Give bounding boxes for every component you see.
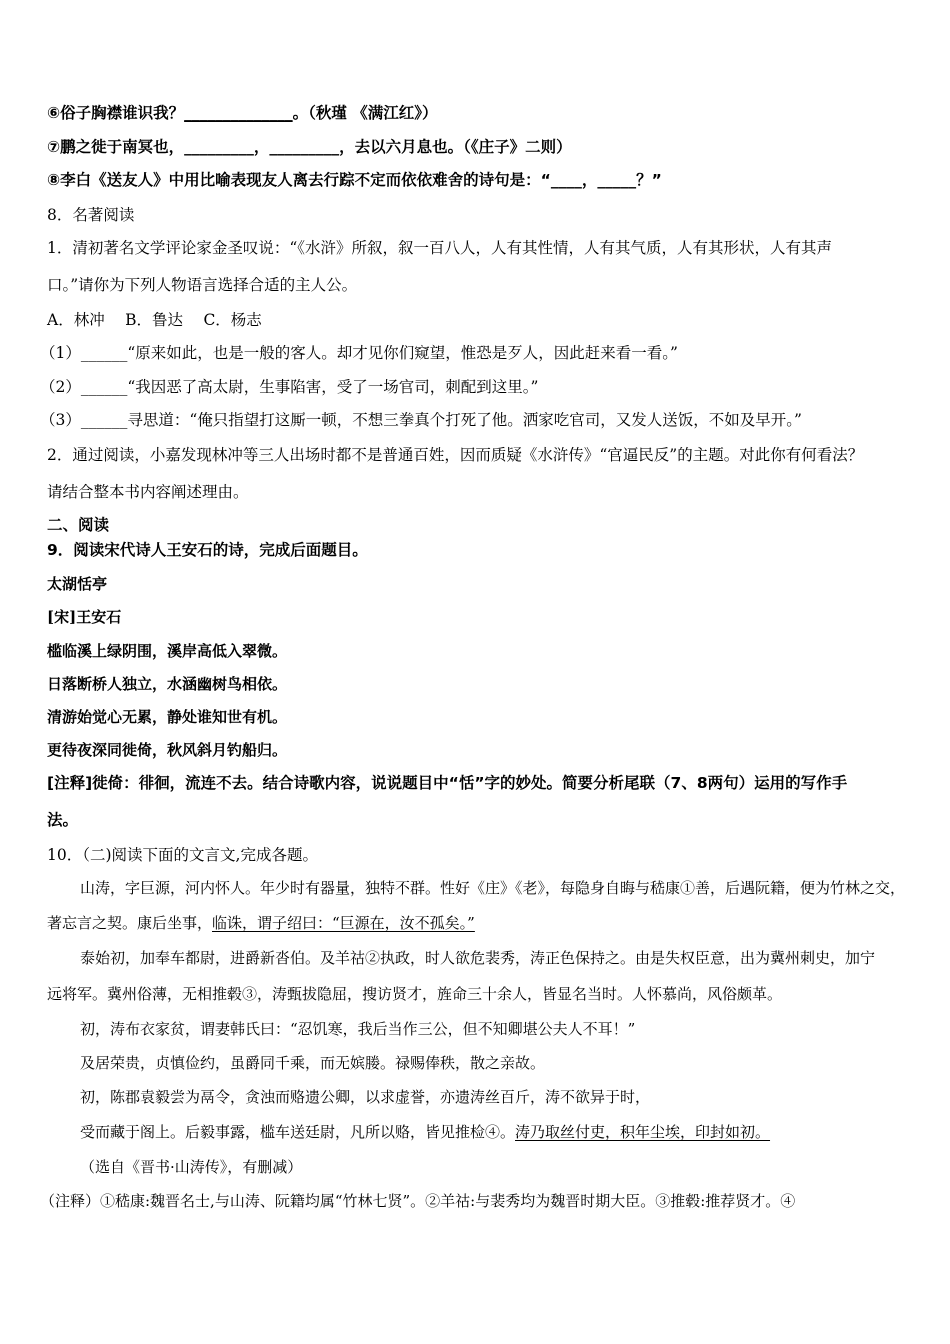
q8-paragraph: 口。”请你为下列人物语言选择合适的主人公。 — [47, 276, 358, 294]
poem-line: 清游始觉心无累，静处谁知世有机。 — [47, 708, 288, 726]
q10-heading: 10．（二)阅读下面的文言文,完成各题。 — [47, 846, 318, 864]
poem-line: 日落断桥人独立，水涵幽树鸟相依。 — [47, 675, 288, 693]
passage-line: 泰始初，加奉车都尉，进爵新沓伯。及羊祜②执政，时人欲危裴秀，涛正色保持之。由是失权臣意，出为冀州刺史，加宁 — [80, 949, 876, 967]
passage-line: 远将军。冀州俗薄，无相推毂③，涛甄拔隐屈，搜访贤才，旌命三十余人，皆显名当时。人怀慕尚，风俗颇革。 — [47, 985, 783, 1003]
question-7-line: ⑦鹏之徙于南冥也，_________，_________，去以六月息也。（《庄子》二则） — [47, 138, 572, 156]
passage-line: 初，涛布衣家贫，谓妻韩氏曰：“忍饥寒，我后当作三公，但不知卿堪公夫人不耳！” — [80, 1020, 636, 1038]
answer-blank: ______________ — [184, 104, 293, 122]
poem-line: 更待夜深同徙倚，秋风斜月钓船归。 — [47, 741, 288, 759]
q8-item-3: （3）______寻思道：“俺只指望打这厮一顿，不想三拳真个打死了他。洒家吃官司，又发人送饭，不如及早开。” — [40, 411, 802, 429]
q8-options: A．林冲 B．鲁达 C．杨志 — [47, 311, 262, 329]
question-6-line: ⑥俗子胸襟谁识我？______________。（秋瑾 《满江红》） — [47, 104, 438, 122]
q8-item-1: （1）______“原来如此，也是一般的客人。却才见你们窥望，惟恐是歹人，因此赶来看一看。” — [40, 344, 678, 362]
passage-source: （选自《晋书·山涛传》，有删减） — [80, 1158, 303, 1176]
q9-note: 法。 — [47, 811, 79, 829]
poem-line: 槛临溪上绿阴围，溪岸高低入翠微。 — [47, 642, 288, 660]
section-heading: 二、阅读 — [47, 516, 110, 534]
q9-note: [注释]徙倚：徘徊，流连不去。结合诗歌内容，说说题目中“恬”字的妙处。简要分析尾联（7、8两句）运用的写作手 — [47, 774, 848, 792]
question-8-line: ⑧李白《送友人》中用比喻表现友人离去行踪不定而依依难舍的诗句是：“____，_____？” — [47, 171, 662, 189]
passage-line: 及居荣贵，贞慎俭约，虽爵同千乘，而无嫔媵。禄赐俸秩，散之亲故。 — [80, 1054, 546, 1072]
q8-paragraph: 请结合整本书内容阐述理由。 — [47, 483, 249, 501]
underlined-sentence: 临诛，谓子绍曰：“巨源在，汝不孤矣。” — [212, 914, 475, 932]
passage-notes: （注释）①嵇康:魏晋名士,与山涛、阮籍均属“竹林七贤”。②羊祜:与裴秀均为魏晋时期大臣。③推毂:推荐贤才。④ — [40, 1192, 796, 1210]
underlined-sentence: 涛乃取丝付吏，积年尘埃，印封如初。 — [515, 1123, 771, 1141]
q9-intro: 9．阅读宋代诗人王安石的诗，完成后面题目。 — [47, 541, 368, 559]
q8-paragraph: 1．清初著名文学评论家金圣叹说：“《水浒》所叙，叙一百八人，人有其性情，人有其气质，人有其形状，人有其声 — [47, 239, 833, 257]
passage-line: 初，陈郡袁毅尝为鬲令，贪浊而赂遗公卿，以求虚誉，亦遗涛丝百斤，涛不欲异于时， — [80, 1088, 651, 1106]
q8-item-2: （2）______“我因恶了高太尉，生事陷害，受了一场官司，刺配到这里。” — [40, 378, 539, 396]
poem-author: [宋]王安石 — [47, 608, 122, 626]
q8-paragraph: 2．通过阅读，小嘉发现林冲等三人出场时都不是普通百姓，因而质疑《水浒传》“官逼民反”的主题。对此你有何看法？ — [47, 446, 864, 464]
passage-line: 山涛，字巨源，河内怀人。年少时有器量，独特不群。性好《庄》《老》，每隐身自晦与嵇康①善，后遇阮籍，便为竹林之交， — [80, 879, 906, 897]
poem-title: 太湖恬亭 — [47, 575, 108, 593]
q8-heading: 8．名著阅读 — [47, 206, 135, 224]
passage-line: 受而藏于阁上。后毅事露，槛车送廷尉，凡所以赂，皆见推检④。涛乃取丝付吏，积年尘埃，印封如初。 — [80, 1123, 771, 1141]
passage-line: 著忘言之契。康后坐事，临诛，谓子绍曰：“巨源在，汝不孤矣。” — [47, 914, 475, 932]
